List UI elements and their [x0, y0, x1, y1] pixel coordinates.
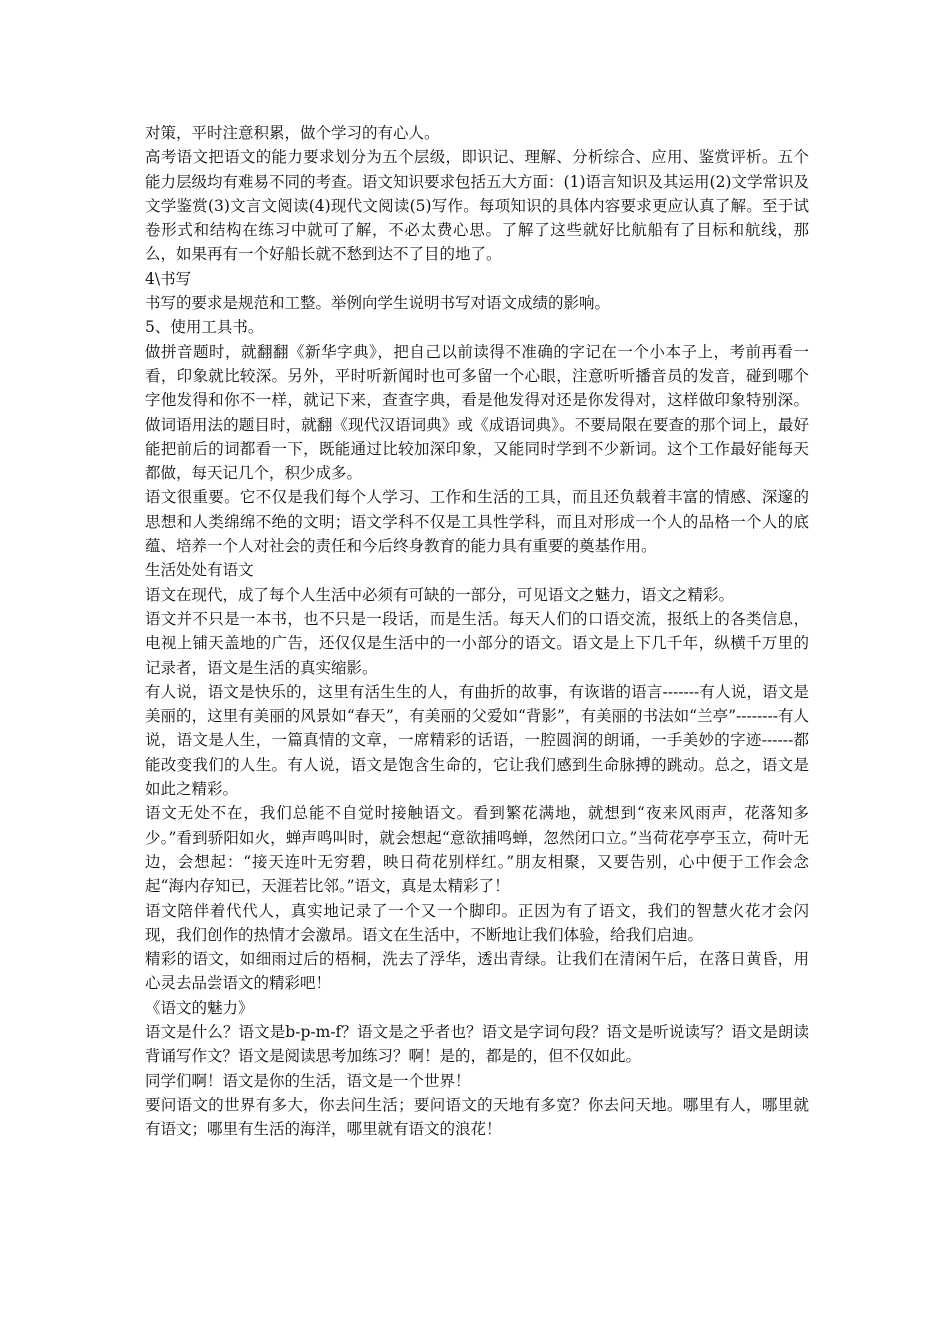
paragraph-modern: 语文在现代，成了每个人生活中必须有可缺的一部分，可见语文之魅力，语文之精彩。: [145, 585, 735, 604]
paragraph-strategy: 对策，平时注意积累，做个学习的有心人。: [145, 124, 440, 142]
paragraph-accompany: 语文陪伴着代代人，真实地记录了一个又一个脚印。正因为有了语文，我们的智慧火花才会闪现，我们创作的热情才会激昂。语文在生活中，不断地让我们体验，给我们启迪。: [145, 901, 809, 944]
paragraph-writing: 书写的要求是规范和工整。举例向学生说明书写对语文成绩的影响。: [145, 294, 611, 313]
heading-charm: 《语文的魅力》: [145, 998, 254, 1017]
paragraph-world: 要问语文的世界有多大，你去问生活；要问语文的天地有多宽？你去问天地。哪里有人，哪里就有语文；哪里有生活的海洋，哪里就有语文的浪花！: [145, 1095, 809, 1139]
paragraph-some-say: 有人说，语文是快乐的，这里有活生生的人，有曲折的故事，有诙谐的语言-------有人说，语文是美丽的，这里有美丽的风景如“春天”，有美丽的父爱如“背影”，有美丽的书法如“兰亭”--------有人说，语文是人生，一篇真情的文章，一席精彩的话语，一腔圆润的朗诵，一手美妙的字迹------都能改变我们的人生。有人说，语文是饱含生命的，它让我们感到生命脉搏的跳动。总之，语文是如此之精彩。: [145, 682, 809, 799]
heading-reference-books: 5、使用工具书。: [145, 318, 264, 337]
paragraph-wonderful: 精彩的语文，如细雨过后的梧桐，洗去了浮华，透出青绿。让我们在清闲午后，在落日黄昏，用心灵去品尝语文的精彩吧！: [145, 950, 809, 993]
document-page: [145, 121, 809, 1141]
paragraph-importance: 语文很重要。它不仅是我们每个人学习、工作和生活的工具，而且还负载着丰富的情感、深邃的思想和人类绵绵不绝的文明；语文学科不仅是工具性学科，而且对形成一个人的品格一个人的底蕴、培养一个人对社会的责任和今后终身教育的能力具有重要的奠基作用。: [145, 488, 809, 556]
paragraph-what-is: 语文是什么？语文是b-p-m-f？语文是之乎者也？语文是字词句段？语文是听说读写？语文是朗读背诵写作文？语文是阅读思考加练习？啊！是的，都是的，但不仅如此。: [145, 1022, 809, 1066]
paragraph-reference-books: 做拼音题时，就翻翻《新华字典》，把自己以前读得不准确的字记在一个小本子上，考前再看一看，印象就比较深。另外，平时听新闻时也可多留一个心眼，注意听听播音员的发音，碰到哪个字他发得和你不一样，就记下来，查查字典，看是他发得对还是你发得对，这样做印象特别深。做词语用法的题目时，就翻《现代汉语词典》或《成语词典》。不要局限在要查的那个词上，最好能把前后的词都看一下，既能通过比较加深印象，又能同时学到不少新词。这个工作最好能每天都做，每天记几个，积少成多。: [145, 342, 809, 483]
heading-writing: 4\书写: [145, 269, 192, 288]
paragraph-ability-levels: 高考语文把语文的能力要求划分为五个层级，即识记、理解、分析综合、应用、鉴赏评析。五个能力层级均有难易不同的考查。语文知识要求包括五大方面：(1)语言知识及其运用(2)文学常识及文学鉴赏(3)文言文阅读(4)现代文阅读(5)写作。每项知识的具体内容要求更应认真了解。至于试卷形式和结构在练习中就可了解，不必太费心思。了解了这些就好比航船有了目标和航线，那么，如果再有一个好船长就不愁到达不了目的地了。: [145, 148, 809, 264]
paragraph-students: 同学们啊！语文是你的生活，语文是一个世界！: [145, 1071, 471, 1090]
heading-life-chinese: 生活处处有语文: [145, 561, 254, 580]
paragraph-everywhere: 语文无处不在，我们总能不自觉时接触语文。看到繁花满地，就想到“夜来风雨声，花落知多少。”看到骄阳如火，蝉声鸣叫时，就会想起“意欲捕鸣蝉，忽然闭口立。”当荷花亭亭玉立，荷叶无边，会想起：“接天连叶无穷碧，映日荷花别样红。”朋友相聚，又要告别，心中便于工作会念起“海内存知已，天涯若比邻。”语文，真是太精彩了！: [145, 804, 809, 896]
paragraph-is-life: 语文并不只是一本书，也不只是一段话，而是生活。每天人们的口语交流，报纸上的各类信息，电视上铺天盖地的广告，还仅仅是生活中的一小部分的语文。语文是上下几千年，纵横千万里的记录者，语文是生活的真实缩影。: [145, 609, 809, 677]
